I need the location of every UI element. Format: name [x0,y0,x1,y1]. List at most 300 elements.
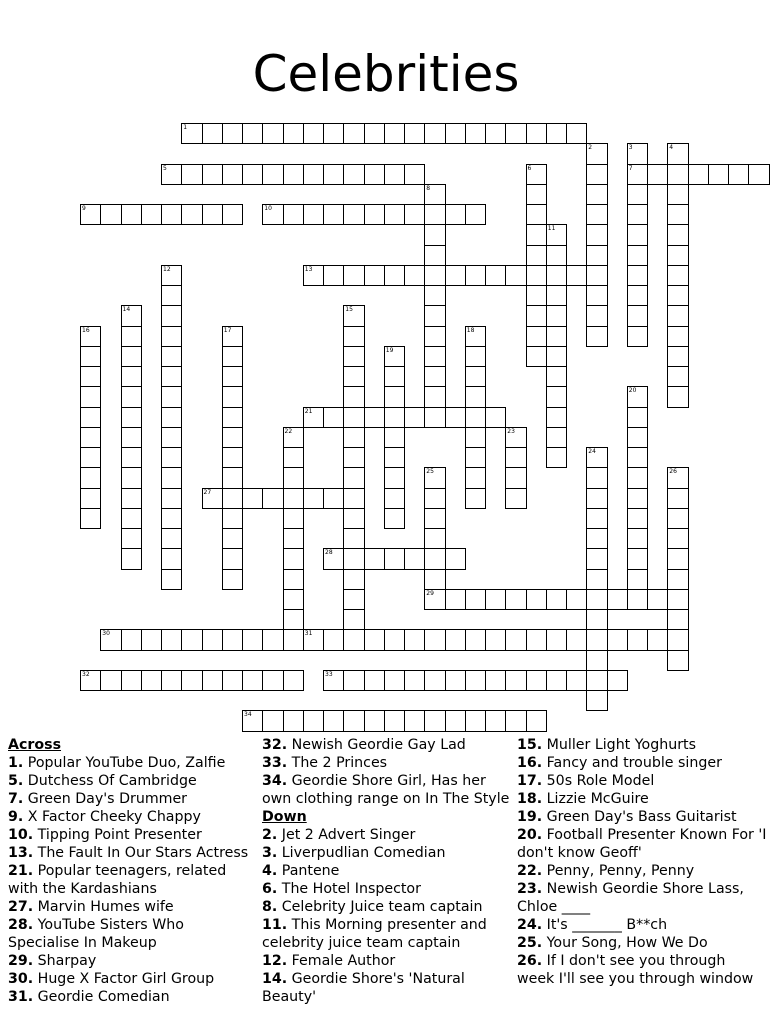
grid-cell[interactable] [161,305,182,326]
grid-cell[interactable] [586,224,607,245]
grid-cell[interactable] [222,528,243,549]
grid-cell[interactable] [485,629,506,650]
grid-cell[interactable] [303,204,324,225]
grid-cell[interactable] [465,366,486,387]
grid-cell[interactable] [667,143,688,164]
grid-cell[interactable] [121,326,142,347]
grid-cell[interactable] [222,467,243,488]
grid-cell[interactable] [323,123,344,144]
grid-cell[interactable] [121,204,142,225]
grid-cell[interactable] [343,346,364,367]
grid-cell[interactable] [181,164,202,185]
grid-cell[interactable] [424,224,445,245]
grid-cell[interactable] [364,164,385,185]
grid-cell[interactable] [445,123,466,144]
grid-cell[interactable] [667,204,688,225]
grid-cell[interactable] [505,710,526,731]
grid-cell[interactable] [424,569,445,590]
grid-cell[interactable] [546,245,567,266]
grid-cell[interactable] [607,670,628,691]
grid-cell[interactable] [566,589,587,610]
grid-cell[interactable] [465,447,486,468]
grid-cell[interactable] [424,528,445,549]
grid-cell[interactable] [505,265,526,286]
grid-cell[interactable] [485,407,506,428]
grid-cell[interactable] [566,123,587,144]
grid-cell[interactable] [222,164,243,185]
grid-cell[interactable] [303,710,324,731]
grid-cell[interactable] [100,204,121,225]
grid-cell[interactable] [667,609,688,630]
grid-cell[interactable] [121,305,142,326]
grid-cell[interactable] [161,366,182,387]
grid-cell[interactable] [384,447,405,468]
grid-cell[interactable] [586,326,607,347]
grid-cell[interactable] [627,326,648,347]
grid-cell[interactable] [627,548,648,569]
grid-cell[interactable] [465,589,486,610]
grid-cell[interactable] [667,265,688,286]
grid-cell[interactable] [364,265,385,286]
grid-cell[interactable] [627,528,648,549]
grid-cell[interactable] [424,407,445,428]
grid-cell[interactable] [485,710,506,731]
grid-cell[interactable] [161,386,182,407]
grid-cell[interactable] [667,245,688,266]
grid-cell[interactable] [323,710,344,731]
grid-cell[interactable] [364,123,385,144]
grid-cell[interactable] [546,123,567,144]
grid-cell[interactable] [505,629,526,650]
grid-cell[interactable] [343,305,364,326]
grid-cell[interactable] [283,528,304,549]
grid-cell[interactable] [161,407,182,428]
grid-cell[interactable] [445,670,466,691]
grid-cell[interactable] [586,143,607,164]
grid-cell[interactable] [161,528,182,549]
grid-cell[interactable] [546,386,567,407]
grid-cell[interactable] [424,285,445,306]
grid-cell[interactable] [343,467,364,488]
grid-cell[interactable] [242,123,263,144]
grid-cell[interactable] [384,508,405,529]
grid-cell[interactable] [627,508,648,529]
grid-cell[interactable] [566,670,587,691]
grid-cell[interactable] [586,670,607,691]
grid-cell[interactable] [80,508,101,529]
grid-cell[interactable] [627,629,648,650]
grid-cell[interactable] [526,629,547,650]
grid-cell[interactable] [424,488,445,509]
grid-cell[interactable] [546,447,567,468]
grid-cell[interactable] [445,407,466,428]
grid-cell[interactable] [384,670,405,691]
grid-cell[interactable] [202,164,223,185]
grid-cell[interactable] [526,285,547,306]
grid-cell[interactable] [364,548,385,569]
grid-cell[interactable] [343,447,364,468]
grid-cell[interactable] [222,386,243,407]
grid-cell[interactable] [424,629,445,650]
grid-cell[interactable] [384,548,405,569]
grid-cell[interactable] [586,305,607,326]
grid-cell[interactable] [627,245,648,266]
grid-cell[interactable] [627,467,648,488]
grid-cell[interactable] [161,326,182,347]
grid-cell[interactable] [627,265,648,286]
grid-cell[interactable] [121,670,142,691]
grid-cell[interactable] [80,204,101,225]
grid-cell[interactable] [283,427,304,448]
grid-cell[interactable] [283,710,304,731]
grid-cell[interactable] [485,589,506,610]
grid-cell[interactable] [161,548,182,569]
grid-cell[interactable] [586,609,607,630]
grid-cell[interactable] [262,123,283,144]
grid-cell[interactable] [181,629,202,650]
grid-cell[interactable] [586,548,607,569]
grid-cell[interactable] [465,386,486,407]
grid-cell[interactable] [404,123,425,144]
grid-cell[interactable] [80,346,101,367]
grid-cell[interactable] [667,305,688,326]
grid-cell[interactable] [323,488,344,509]
grid-cell[interactable] [627,488,648,509]
grid-cell[interactable] [445,265,466,286]
grid-cell[interactable] [627,204,648,225]
grid-cell[interactable] [627,143,648,164]
grid-cell[interactable] [303,407,324,428]
grid-cell[interactable] [364,407,385,428]
grid-cell[interactable] [667,488,688,509]
grid-cell[interactable] [424,326,445,347]
grid-cell[interactable] [546,265,567,286]
grid-cell[interactable] [80,407,101,428]
grid-cell[interactable] [384,265,405,286]
grid-cell[interactable] [627,407,648,428]
grid-cell[interactable] [364,629,385,650]
grid-cell[interactable] [121,528,142,549]
grid-cell[interactable] [424,346,445,367]
grid-cell[interactable] [384,386,405,407]
grid-cell[interactable] [586,447,607,468]
grid-cell[interactable] [384,164,405,185]
grid-cell[interactable] [161,670,182,691]
grid-cell[interactable] [222,670,243,691]
grid-cell[interactable] [667,508,688,529]
grid-cell[interactable] [343,488,364,509]
grid-cell[interactable] [667,548,688,569]
grid-cell[interactable] [546,407,567,428]
grid-cell[interactable] [283,629,304,650]
grid-cell[interactable] [161,164,182,185]
grid-cell[interactable] [121,447,142,468]
grid-cell[interactable] [404,164,425,185]
grid-cell[interactable] [161,488,182,509]
grid-cell[interactable] [161,427,182,448]
grid-cell[interactable] [181,204,202,225]
grid-cell[interactable] [242,488,263,509]
grid-cell[interactable] [688,164,709,185]
grid-cell[interactable] [526,305,547,326]
grid-cell[interactable] [283,589,304,610]
grid-cell[interactable] [667,326,688,347]
grid-cell[interactable] [424,204,445,225]
grid-cell[interactable] [667,184,688,205]
grid-cell[interactable] [262,629,283,650]
grid-cell[interactable] [262,488,283,509]
grid-cell[interactable] [526,123,547,144]
grid-cell[interactable] [424,670,445,691]
grid-cell[interactable] [161,508,182,529]
grid-cell[interactable] [546,285,567,306]
grid-cell[interactable] [384,488,405,509]
grid-cell[interactable] [627,184,648,205]
grid-cell[interactable] [505,427,526,448]
grid-cell[interactable] [586,204,607,225]
grid-cell[interactable] [485,670,506,691]
grid-cell[interactable] [384,467,405,488]
grid-cell[interactable] [667,285,688,306]
grid-cell[interactable] [546,305,567,326]
grid-cell[interactable] [283,488,304,509]
grid-cell[interactable] [303,164,324,185]
grid-cell[interactable] [526,326,547,347]
grid-cell[interactable] [222,488,243,509]
grid-cell[interactable] [526,265,547,286]
grid-cell[interactable] [283,609,304,630]
grid-cell[interactable] [526,245,547,266]
grid-cell[interactable] [80,670,101,691]
grid-cell[interactable] [404,265,425,286]
grid-cell[interactable] [586,245,607,266]
grid-cell[interactable] [526,589,547,610]
grid-cell[interactable] [222,548,243,569]
grid-cell[interactable] [343,326,364,347]
grid-cell[interactable] [364,710,385,731]
grid-cell[interactable] [445,589,466,610]
grid-cell[interactable] [627,305,648,326]
grid-cell[interactable] [222,366,243,387]
grid-cell[interactable] [222,569,243,590]
grid-cell[interactable] [485,265,506,286]
grid-cell[interactable] [728,164,749,185]
grid-cell[interactable] [323,407,344,428]
grid-cell[interactable] [141,204,162,225]
grid-cell[interactable] [161,569,182,590]
grid-cell[interactable] [404,629,425,650]
grid-cell[interactable] [141,629,162,650]
grid-cell[interactable] [546,670,567,691]
grid-cell[interactable] [343,528,364,549]
grid-cell[interactable] [424,386,445,407]
grid-cell[interactable] [384,407,405,428]
grid-cell[interactable] [586,508,607,529]
grid-cell[interactable] [607,629,628,650]
grid-cell[interactable] [283,123,304,144]
grid-cell[interactable] [80,366,101,387]
grid-cell[interactable] [445,204,466,225]
grid-cell[interactable] [343,123,364,144]
grid-cell[interactable] [343,204,364,225]
grid-cell[interactable] [343,164,364,185]
grid-cell[interactable] [202,670,223,691]
grid-cell[interactable] [384,629,405,650]
grid-cell[interactable] [242,164,263,185]
grid-cell[interactable] [708,164,729,185]
grid-cell[interactable] [222,508,243,529]
grid-cell[interactable] [222,427,243,448]
grid-cell[interactable] [647,164,668,185]
grid-cell[interactable] [343,548,364,569]
grid-cell[interactable] [424,589,445,610]
grid-cell[interactable] [283,164,304,185]
grid-cell[interactable] [222,447,243,468]
grid-cell[interactable] [161,467,182,488]
grid-cell[interactable] [586,467,607,488]
grid-cell[interactable] [465,265,486,286]
grid-cell[interactable] [546,224,567,245]
grid-cell[interactable] [222,629,243,650]
grid-cell[interactable] [343,366,364,387]
grid-cell[interactable] [465,710,486,731]
grid-cell[interactable] [465,346,486,367]
grid-cell[interactable] [465,670,486,691]
grid-cell[interactable] [465,467,486,488]
grid-cell[interactable] [141,670,162,691]
grid-cell[interactable] [384,204,405,225]
grid-cell[interactable] [202,629,223,650]
grid-cell[interactable] [667,164,688,185]
grid-cell[interactable] [100,629,121,650]
grid-cell[interactable] [445,629,466,650]
grid-cell[interactable] [586,488,607,509]
grid-cell[interactable] [566,265,587,286]
grid-cell[interactable] [546,326,567,347]
grid-cell[interactable] [424,123,445,144]
grid-cell[interactable] [161,346,182,367]
grid-cell[interactable] [505,589,526,610]
grid-cell[interactable] [404,710,425,731]
grid-cell[interactable] [202,488,223,509]
grid-cell[interactable] [424,710,445,731]
grid-cell[interactable] [80,427,101,448]
grid-cell[interactable] [667,589,688,610]
grid-cell[interactable] [384,366,405,387]
grid-cell[interactable] [222,407,243,428]
grid-cell[interactable] [161,204,182,225]
grid-cell[interactable] [262,204,283,225]
grid-cell[interactable] [343,407,364,428]
grid-cell[interactable] [424,548,445,569]
grid-cell[interactable] [465,427,486,448]
grid-cell[interactable] [404,204,425,225]
grid-cell[interactable] [323,629,344,650]
grid-cell[interactable] [465,407,486,428]
grid-cell[interactable] [303,488,324,509]
grid-cell[interactable] [586,164,607,185]
grid-cell[interactable] [80,447,101,468]
grid-cell[interactable] [424,305,445,326]
grid-cell[interactable] [627,447,648,468]
grid-cell[interactable] [303,265,324,286]
grid-cell[interactable] [526,184,547,205]
grid-cell[interactable] [424,508,445,529]
grid-cell[interactable] [323,265,344,286]
grid-cell[interactable] [465,204,486,225]
grid-cell[interactable] [667,386,688,407]
grid-cell[interactable] [424,184,445,205]
grid-cell[interactable] [667,629,688,650]
grid-cell[interactable] [667,650,688,671]
grid-cell[interactable] [80,326,101,347]
grid-cell[interactable] [404,407,425,428]
grid-cell[interactable] [222,326,243,347]
grid-cell[interactable] [586,629,607,650]
grid-cell[interactable] [343,569,364,590]
grid-cell[interactable] [343,508,364,529]
grid-cell[interactable] [505,670,526,691]
grid-cell[interactable] [384,710,405,731]
grid-cell[interactable] [627,164,648,185]
grid-cell[interactable] [445,548,466,569]
grid-cell[interactable] [121,467,142,488]
grid-cell[interactable] [546,629,567,650]
grid-cell[interactable] [343,629,364,650]
grid-cell[interactable] [627,589,648,610]
grid-cell[interactable] [121,427,142,448]
grid-cell[interactable] [546,589,567,610]
grid-cell[interactable] [505,467,526,488]
grid-cell[interactable] [262,710,283,731]
grid-cell[interactable] [121,407,142,428]
grid-cell[interactable] [121,488,142,509]
grid-cell[interactable] [121,548,142,569]
grid-cell[interactable] [627,386,648,407]
grid-cell[interactable] [242,629,263,650]
grid-cell[interactable] [283,548,304,569]
grid-cell[interactable] [627,285,648,306]
grid-cell[interactable] [161,265,182,286]
grid-cell[interactable] [343,609,364,630]
grid-cell[interactable] [181,123,202,144]
grid-cell[interactable] [121,386,142,407]
grid-cell[interactable] [364,204,385,225]
grid-cell[interactable] [667,467,688,488]
grid-cell[interactable] [667,528,688,549]
grid-cell[interactable] [586,589,607,610]
grid-cell[interactable] [647,629,668,650]
grid-cell[interactable] [283,508,304,529]
grid-cell[interactable] [424,467,445,488]
grid-cell[interactable] [222,204,243,225]
grid-cell[interactable] [202,204,223,225]
grid-cell[interactable] [384,123,405,144]
grid-cell[interactable] [526,204,547,225]
grid-cell[interactable] [343,589,364,610]
grid-cell[interactable] [546,346,567,367]
grid-cell[interactable] [323,548,344,569]
grid-cell[interactable] [465,326,486,347]
grid-cell[interactable] [526,710,547,731]
grid-cell[interactable] [121,346,142,367]
grid-cell[interactable] [323,164,344,185]
grid-cell[interactable] [627,569,648,590]
grid-cell[interactable] [526,164,547,185]
grid-cell[interactable] [667,366,688,387]
grid-cell[interactable] [222,346,243,367]
grid-cell[interactable] [121,508,142,529]
